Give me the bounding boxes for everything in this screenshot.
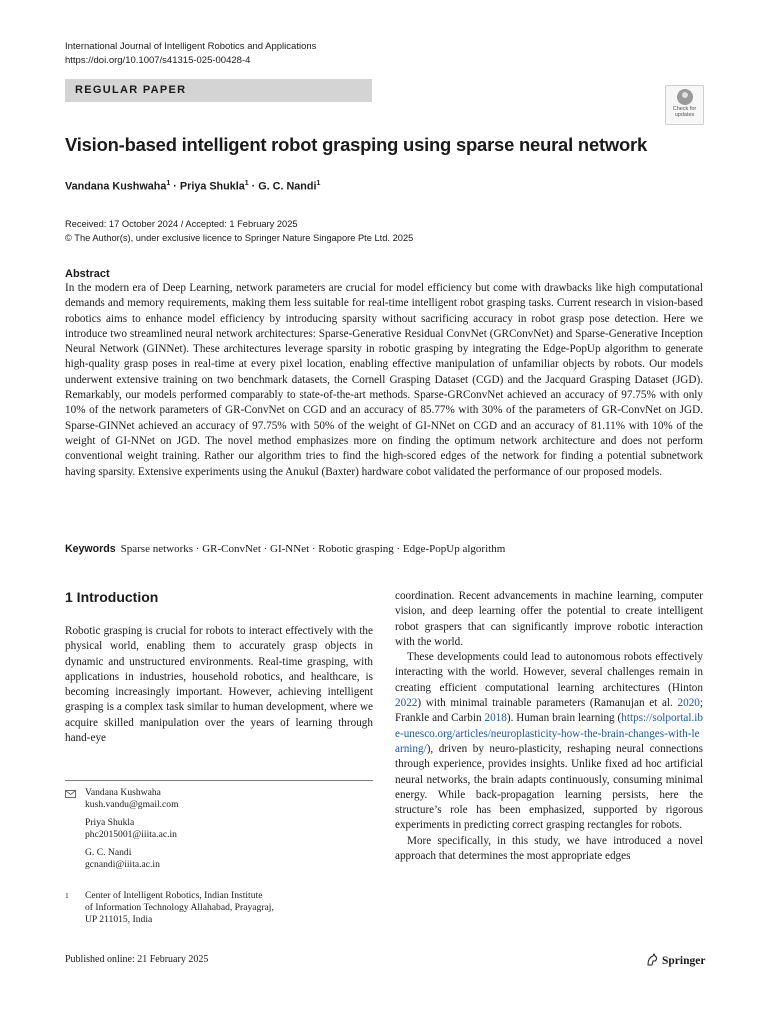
keywords-list: Sparse networks · GR-ConvNet · GI-NNet · Robotic grasping · Edge-PopUp algorithm xyxy=(120,543,506,555)
author-name[interactable]: Priya Shukla xyxy=(179,180,245,193)
contact-entry xyxy=(85,847,160,871)
affiliation xyxy=(85,890,274,927)
affiliation-marker: 1 xyxy=(166,180,171,187)
contact-name: Vandana Kushwaha xyxy=(85,787,161,798)
check-updates-icon xyxy=(677,89,693,105)
paper-title: Vision-based intelligent robot grasping using sparse neural network xyxy=(65,134,648,155)
publisher-name: Springer xyxy=(662,955,706,967)
contact-entry xyxy=(85,787,179,811)
text-run: ) with minimal trainable parameters (Ramanujan et al. xyxy=(417,697,678,710)
author-list xyxy=(65,180,320,193)
abstract-text: In the modern era of Deep Learning, network parameters are crucial for model efficiency but come with drawbacks like high computational demands and memory requirements, making them less suitable for real-time intelligent robot grasping tasks. Current research in vision-based robotics aims to enhance model efficiency by introducing sparsity without sacrificing accuracy in robot grasp pose detection. Here we introduce two streamlined neural network architectures: Sparse-Generative Residual ConvNet (GRConvNet) and Sparse-Generative Inception Neural Network (GINNet). These architectures leverage sparsity in robotic grasping by integrating the Edge-PopUp algorithm to generate high-quality grasp poses in real-time at every pixel location, enabling effective manipulation of unfamiliar objects by robots. Our models underwent extensive training on two benchmark datasets, the Cornell Grasping Dataset (CGD) and the Jacquard Grasping Dataset (JGD). Remarkably, our models performed comparably to state-of-the-art methods. Sparse-GRConvNet achieved an accuracy of 97.75% with only 10% of the network parameters of GR-ConvNet on CGD and an accuracy of 85.77% with 30% of the parameters of GR-ConvNet on JGD. Sparse-GINNet achieved an accuracy of 97.75% with 50% of the weight of GI-NNet on CGD and an accuracy of 81.11% with 10% of the weight of GI-NNet on JGD. The novel method emphasizes more on finding the optimum network architecture and does not perform conventional weight training. Rather our algorithm tries to find the high-scored edges of the network for finding a potential subnetwork having sparsity. Extensive experiments using the Anukul (Baxter) hardware cobot validated the performance of our proposed models. xyxy=(65,282,703,478)
citation-link[interactable]: 2022 xyxy=(395,697,418,710)
affiliation-line: UP 211015, India xyxy=(85,914,153,926)
intro-column-right xyxy=(395,589,703,864)
springer-horse-icon xyxy=(646,953,658,966)
contact-email[interactable]: phc2015001@iiita.ac.in xyxy=(85,829,177,841)
text-run: ), driven by neuro-plasticity, reshaping neural connections through experience, provides insights. Unlike fixed ad hoc artificial neural networks, the brain adapts continuously, consuming minimal energy. While back-propagation learning persists, here the structure’s role has been emphasized, supported by rigorous experiments in predicting correct grasping rectangles for robots. xyxy=(395,742,703,832)
badge-label-1: Check for xyxy=(672,106,697,112)
footnote-divider xyxy=(65,780,373,781)
section-heading-introduction: 1 Introduction xyxy=(65,589,159,605)
author-separator: · xyxy=(248,180,259,193)
intro-paragraph-left: Robotic grasping is crucial for robots to interact effectively with the physical world, enabling them to accurately grasp objects in dynamic and unstructured environments. Real-time grasping, with applications in industries, household robotics, and healthcare, is becoming increasingly important. However, achieving intelligent grasping is a complex task similar to human development, where we acquire skilled manipulation over the years of learning through hand-eye xyxy=(65,625,373,745)
journal-name: International Journal of Intelligent Robotics and Applications xyxy=(65,41,317,52)
contact-entry xyxy=(85,817,177,841)
citation-link[interactable]: 2020 xyxy=(677,697,700,710)
text-run: These developments could lead to autonomous robots effectively interacting with the world. However, several challenges remain in creating efficient computational learning architectures (Hinton xyxy=(395,651,703,694)
url-link[interactable]: https://solportal.ibe-unesco.org/articles/neuroplasticity-how-the-brain-changes-with-learning/ xyxy=(395,712,703,755)
contact-email[interactable]: gcnandi@iiita.ac.in xyxy=(85,859,160,871)
citation-link[interactable]: 2018 xyxy=(484,712,507,725)
contact-name: Priya Shukla xyxy=(85,817,135,828)
text-run: ; Frankle and Carbin xyxy=(395,697,703,725)
text-run: ). Human brain learning ( xyxy=(506,712,622,725)
affiliation-line: Center of Intelligent Robotics, Indian Institute xyxy=(85,890,263,901)
badge-label-2: updates xyxy=(674,112,695,118)
affiliation-marker: 1 xyxy=(316,180,321,187)
received-accepted: Received: 17 October 2024 / Accepted: 1 February 2025 xyxy=(65,219,298,229)
intro-paragraph: coordination. Recent advancements in machine learning, computer vision, and deep learning offer the potential to create intelligent robot graspers that can significantly improve robotic interaction with the world. xyxy=(395,590,703,648)
check-for-updates-badge[interactable] xyxy=(665,85,704,125)
article-type-banner: REGULAR PAPER xyxy=(65,79,372,102)
affiliation-line: of Information Technology Allahabad, Prayagraj, xyxy=(85,902,274,914)
doi-link[interactable]: https://doi.org/10.1007/s41315-025-00428-4 xyxy=(65,55,251,66)
intro-paragraph xyxy=(395,650,703,834)
affiliation-marker: 1 xyxy=(244,180,249,187)
keywords-label: Keywords xyxy=(65,543,116,555)
author-name[interactable]: Vandana Kushwaha xyxy=(65,180,167,193)
abstract-heading: Abstract xyxy=(65,268,110,280)
contact-email[interactable]: kush.vandu@gmail.com xyxy=(85,799,179,811)
copyright-notice: © The Author(s), under exclusive licence to Springer Nature Singapore Pte Ltd. 2025 xyxy=(65,232,414,243)
envelope-icon xyxy=(65,790,76,798)
intro-paragraph: More specifically, in this study, we have introduced a novel approach that determines the most appropriate edges xyxy=(395,834,703,863)
article-dates xyxy=(65,218,413,245)
contact-name: G. C. Nandi xyxy=(85,847,132,858)
keywords-line xyxy=(65,543,705,555)
published-date: Published online: 21 February 2025 xyxy=(65,954,209,965)
author-name[interactable]: G. C. Nandi xyxy=(258,180,317,193)
publisher-logo xyxy=(646,953,705,967)
author-separator: · xyxy=(170,180,180,193)
affiliation-number: 1 xyxy=(65,891,69,900)
